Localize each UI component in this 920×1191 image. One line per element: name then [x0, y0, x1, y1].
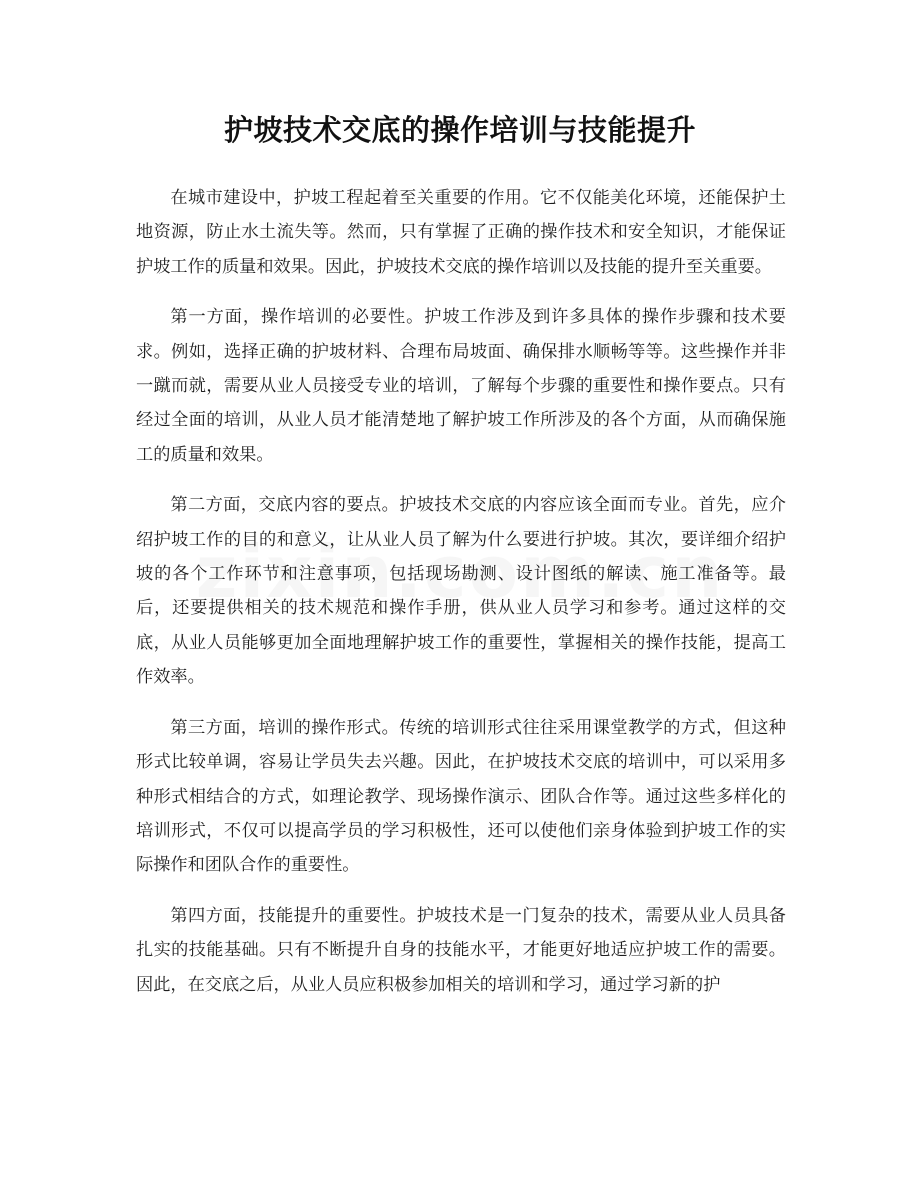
paragraph-4: 第四方面，技能提升的重要性。护坡技术是一门复杂的技术，需要从业人员具备扎实的技能基础。只有不断提升自身的技能水平，才能更好地适应护坡工作的需要。因此，在交底之后，从业人员应积极参加相关的培训和学习，通过学习新的护 — [136, 905, 786, 995]
paragraph-2: 第二方面，交底内容的要点。护坡技术交底的内容应该全面而专业。首先，应介绍护坡工作的目的和意义，让从业人员了解为什么要进行护坡。其次，要详细介绍护坡的各个工作环节和注意事项，包括现场勘测、设计图纸的解读、施工准备等。最后，还要提供相关的技术规范和操作手册，供从业人员学习和参考。通过这样的交底，从业人员能够更加全面地理解护坡工作的重要性，掌握相关的操作技能，提高工作效率。 — [136, 495, 786, 688]
paragraph-1: 第一方面，操作培训的必要性。护坡工作涉及到许多具体的操作步骤和技术要求。例如，选择正确的护坡材料、合理布局坡面、确保排水顺畅等等。这些操作并非一蹴而就，需要从业人员接受专业的培训，了解每个步骤的重要性和操作要点。只有经过全面的培训，从业人员才能清楚地了解护坡工作所涉及的各个方面，从而确保施工的质量和效果。 — [136, 307, 786, 465]
paragraph-3: 第三方面，培训的操作形式。传统的培训形式往往采用课堂教学的方式，但这种形式比较单调，容易让学员失去兴趣。因此，在护坡技术交底的培训中，可以采用多种形式相结合的方式，如理论教学、现场操作演示、团队合作等。通过这些多样化的培训形式，不仅可以提高学员的学习积极性，还可以使他们亲身体验到护坡工作的实际操作和团队合作的重要性。 — [136, 717, 786, 876]
document-title: 护坡技术交底的操作培训与技能提升 — [223, 113, 696, 147]
paragraph-intro: 在城市建设中，护坡工程起着至关重要的作用。它不仅能美化环境，还能保护土地资源，防止水土流失等。然而，只有掌握了正确的操作技术和安全知识，才能保证护坡工作的质量和效果。因此，护坡技术交底的操作培训以及技能的提升至关重要。 — [136, 188, 786, 277]
document-body — [136, 181, 786, 1018]
